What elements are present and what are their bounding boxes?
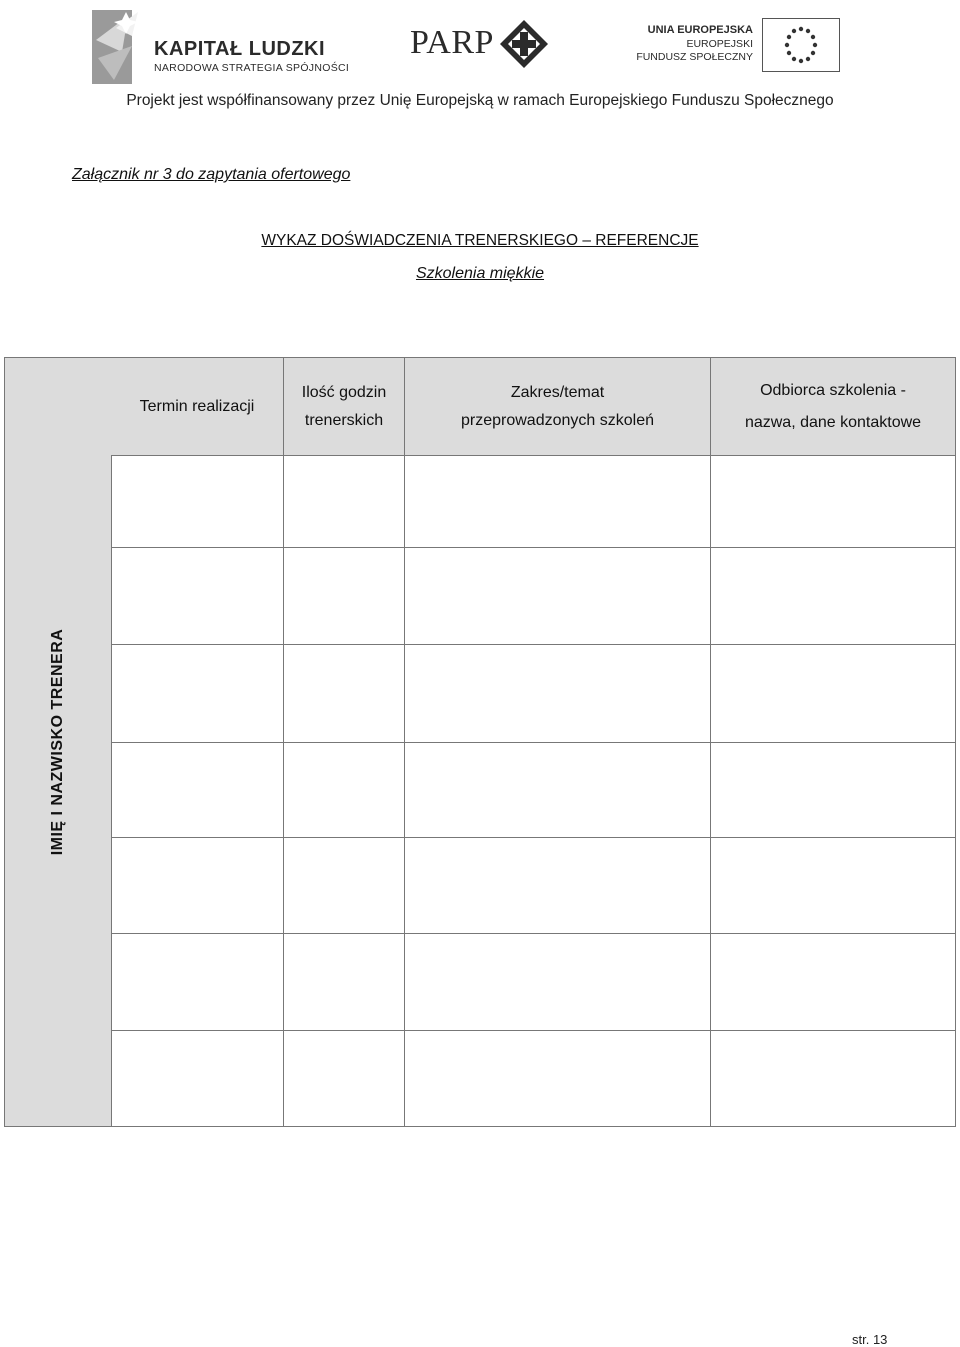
eu-logo [636, 16, 845, 72]
table-cell-r4-c2[interactable] [284, 743, 405, 838]
page-number: str. 13 [852, 1332, 888, 1347]
parp-logo-text: PARP [410, 24, 494, 61]
table-cell-r2-c2[interactable] [284, 548, 405, 645]
table-cell-r2-c3[interactable] [405, 548, 711, 645]
table-cell-r5-c2[interactable] [284, 838, 405, 934]
table-cell-r3-c1[interactable] [111, 645, 284, 743]
table-cell-r1-c4[interactable] [711, 456, 955, 548]
eu-logo-line1: UNIA EUROPEJSKA [647, 24, 753, 36]
table-cell-r4-c3[interactable] [405, 743, 711, 838]
trainer-name-column [5, 358, 112, 1126]
table-cell-r7-c1[interactable] [111, 1031, 284, 1126]
table-cell-r4-c4[interactable] [711, 743, 955, 838]
eu-flag-icon [762, 18, 840, 72]
parp-arrows-icon [498, 18, 550, 70]
parp-logo [410, 18, 555, 70]
references-table [4, 357, 956, 1127]
header-zakres-line2: przeprowadzonych szkoleń [461, 411, 654, 429]
table-cell-r1-c3[interactable] [405, 456, 711, 548]
eu-logo-line2: EUROPEJSKI [686, 38, 753, 50]
table-cell-r4-c1[interactable] [111, 743, 284, 838]
table-cell-r3-c3[interactable] [405, 645, 711, 743]
kapital-ludzki-star-icon [88, 6, 146, 86]
table-cell-r7-c3[interactable] [405, 1031, 711, 1126]
table-cell-r6-c3[interactable] [405, 934, 711, 1031]
kapital-ludzki-logo [88, 6, 350, 86]
table-cell-r5-c4[interactable] [711, 838, 955, 934]
table-cell-r5-c1[interactable] [111, 838, 284, 934]
annex-label: Załącznik nr 3 do zapytania ofertowego [72, 166, 351, 183]
table-cell-r7-c4[interactable] [711, 1031, 955, 1126]
table-cell-r6-c1[interactable] [111, 934, 284, 1031]
header-odbiorca [711, 358, 955, 456]
header-termin-realizacji [111, 358, 284, 456]
table-cell-r3-c2[interactable] [284, 645, 405, 743]
table-cell-r5-c3[interactable] [405, 838, 711, 934]
header-odbiorca-line1: Odbiorca szkolenia - [760, 381, 906, 399]
table-cell-r2-c4[interactable] [711, 548, 955, 645]
document-title: WYKAZ DOŚWIADCZENIA TRENERSKIEGO – REFERENCJE [261, 232, 699, 249]
header-zakres-line1: Zakres/temat [510, 383, 605, 401]
header-termin-line1: Termin realizacji [139, 397, 255, 415]
table-cell-r1-c1[interactable] [111, 456, 284, 548]
header-zakres-temat [405, 358, 711, 456]
header-ilosc-godzin [284, 358, 405, 456]
header-ilosc-line1: Ilość godzin [301, 383, 387, 401]
header-odbiorca-line2: nazwa, dane kontaktowe [744, 413, 922, 431]
table-cell-r7-c2[interactable] [284, 1031, 405, 1126]
table-cell-r3-c4[interactable] [711, 645, 955, 743]
table-cell-r2-c1[interactable] [111, 548, 284, 645]
kapital-ludzki-subtitle: NARODOWA STRATEGIA SPÓJNOŚCI [154, 62, 350, 74]
table-cell-r6-c2[interactable] [284, 934, 405, 1031]
table-cell-r6-c4[interactable] [711, 934, 955, 1031]
eu-logo-line3: FUNDUSZ SPOŁECZNY [636, 51, 753, 63]
trainer-name-label: IMIĘ I NAZWISKO TRENERA [49, 628, 66, 856]
document-subtitle: Szkolenia miękkie [415, 265, 545, 282]
header-ilosc-line2: trenerskich [304, 411, 384, 429]
cofinancing-caption: Projekt jest współfinansowany przez Unię Europejską w ramach Europejskiego Funduszu Społecznego [126, 92, 834, 109]
table-cell-r1-c2[interactable] [284, 456, 405, 548]
kapital-ludzki-title: KAPITAŁ LUDZKI [154, 38, 326, 60]
